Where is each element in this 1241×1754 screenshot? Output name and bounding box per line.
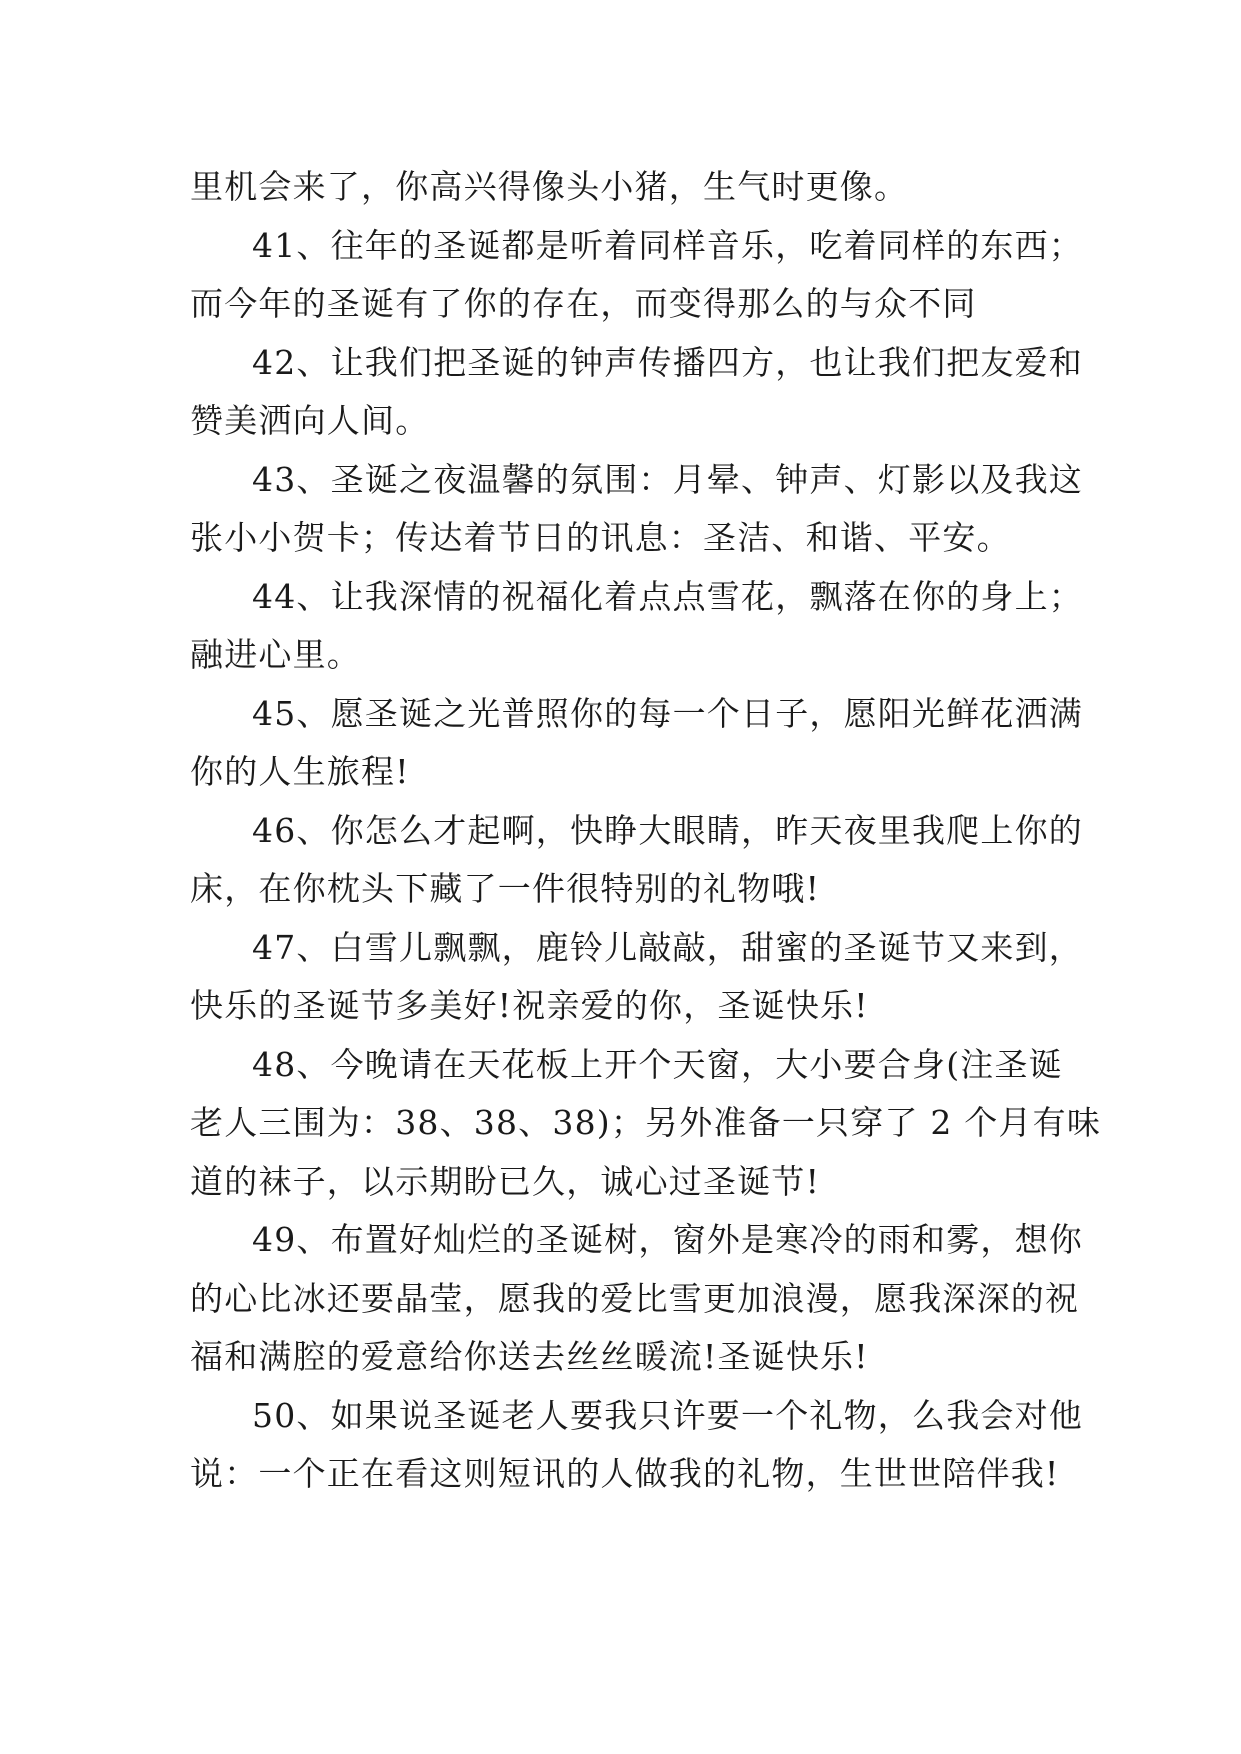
paragraph-line: 你的人生旅程! [190,752,410,791]
paragraph-line: 42、让我们把圣诞的钟声传播四方，也让我们把友爱和 [252,342,1083,382]
paragraph-line: 43、圣诞之夜温馨的氛围：月晕、钟声、灯影以及我这 [252,459,1083,499]
paragraph-line: 44、让我深情的祝福化着点点雪花，飘落在你的身上； [252,576,1083,616]
paragraph-line: 的心比冰还要晶莹，愿我的爱比雪更加浪漫，愿我深深的祝 [190,1278,1080,1318]
paragraph [190,158,1050,217]
paragraph-line: 47、白雪儿飘飘，鹿铃儿敲敲，甜蜜的圣诞节又来到， [252,927,1083,967]
paragraph-line: 41、往年的圣诞都是听着同样音乐，吃着同样的东西； [252,225,1083,265]
paragraph-line: 50、如果说圣诞老人要我只许要一个礼物，么我会对他 [252,1395,1083,1435]
paragraph [190,334,1083,451]
paragraph-line: 福和满腔的爱意给你送去丝丝暖流!圣诞快乐! [190,1337,869,1376]
paragraph-line: 46、你怎么才起啊，快睁大眼睛，昨天夜里我爬上你的 [252,810,1083,850]
paragraph [190,919,1083,1036]
paragraph [190,1387,1083,1504]
paragraph-line: 床，在你枕头下藏了一件很特别的礼物哦! [190,869,821,908]
paragraph-line: 说：一个正在看这则短讯的人做我的礼物，生世世陪伴我! [190,1454,1060,1493]
paragraph [190,802,1083,919]
paragraph-line: 48、今晚请在天花板上开个天窗，大小要合身(注圣诞 [252,1044,1063,1084]
paragraph-line: 张小小贺卡；传达着节日的讯息：圣洁、和谐、平安。 [190,518,1011,557]
paragraph [190,217,1083,334]
paragraph-line: 快乐的圣诞节多美好!祝亲爱的你，圣诞快乐! [190,986,869,1025]
paragraph-line: 45、愿圣诞之光普照你的每一个日子，愿阳光鲜花洒满 [252,693,1083,733]
paragraph [190,1211,1083,1387]
paragraph [190,1036,1102,1212]
paragraph-line: 49、布置好灿烂的圣诞树，窗外是寒冷的雨和雾，想你 [252,1220,1083,1259]
paragraph-line: 赞美洒向人间。 [190,401,430,440]
paragraph [190,568,1083,685]
paragraph-line: 老人三围为：38、38、38)；另外准备一只穿了 2 个月有味 [190,1103,1102,1142]
paragraph-line: 里机会来了，你高兴得像头小猪，生气时更像。 [190,167,909,206]
document-body [190,158,1102,1504]
paragraph-line: 而今年的圣诞有了你的存在，而变得那么的与众不同 [190,284,977,323]
paragraph [190,685,1083,802]
paragraph-line: 融进心里。 [190,635,361,674]
paragraph [190,451,1083,568]
paragraph-line: 道的袜子，以示期盼已久，诚心过圣诞节! [190,1161,821,1201]
